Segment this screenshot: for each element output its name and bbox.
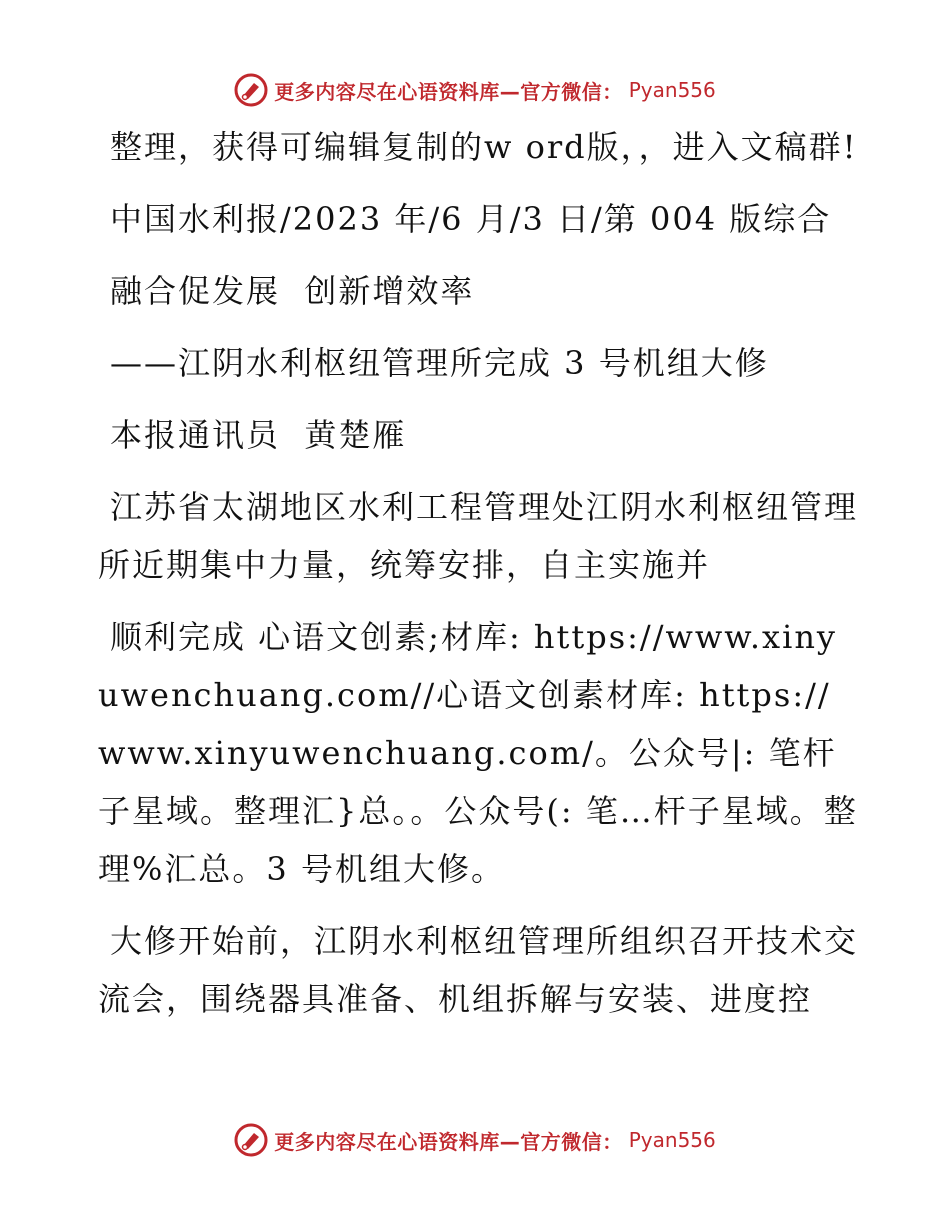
- paragraph-body-2: 顺利完成 心语文创素;材库: https://www.xinyuwenchuang.com//心语文创素材库: https://www.xinyuwenchuang.com/。公众号|: 笔杆子星域。整理汇}总。。公众号(: 笔…杆子星域。整理%汇总。3 号机组大修。: [98, 618, 858, 888]
- header-watermark-banner: [0, 70, 950, 110]
- article-subtitle: ——江阴水利枢纽管理所完成 3 号机组大修: [110, 344, 769, 382]
- footer-watermark-banner: [0, 1120, 950, 1160]
- document-body: [98, 118, 858, 1028]
- logo-icon: [234, 1123, 268, 1157]
- article-byline: 本报通讯员 黄楚雁: [110, 416, 407, 454]
- paragraph-body-3: 大修开始前，江阴水利枢纽管理所组织召开技术交流会，围绕器具准备、机组拆解与安装、进度控: [98, 922, 859, 1018]
- banner-contact: Pyan556: [628, 78, 716, 102]
- article-title: 融合促发展 创新增效率: [110, 272, 475, 310]
- paragraph-body-1: 江苏省太湖地区水利工程管理处江阴水利枢纽管理所近期集中力量，统筹安排，自主实施并: [98, 488, 859, 584]
- paragraph-source: 中国水利报/2023 年/6 月/3 日/第 004 版综合: [110, 200, 832, 238]
- banner-text: 更多内容尽在心语资料库—官方微信：: [274, 1129, 623, 1154]
- banner-text: 更多内容尽在心语资料库—官方微信：: [274, 79, 623, 104]
- paragraph-intro: 整理，获得可编辑复制的w ord版，，进入文稿群!: [110, 128, 858, 166]
- banner-contact: Pyan556: [628, 1128, 716, 1152]
- logo-icon: [234, 73, 268, 107]
